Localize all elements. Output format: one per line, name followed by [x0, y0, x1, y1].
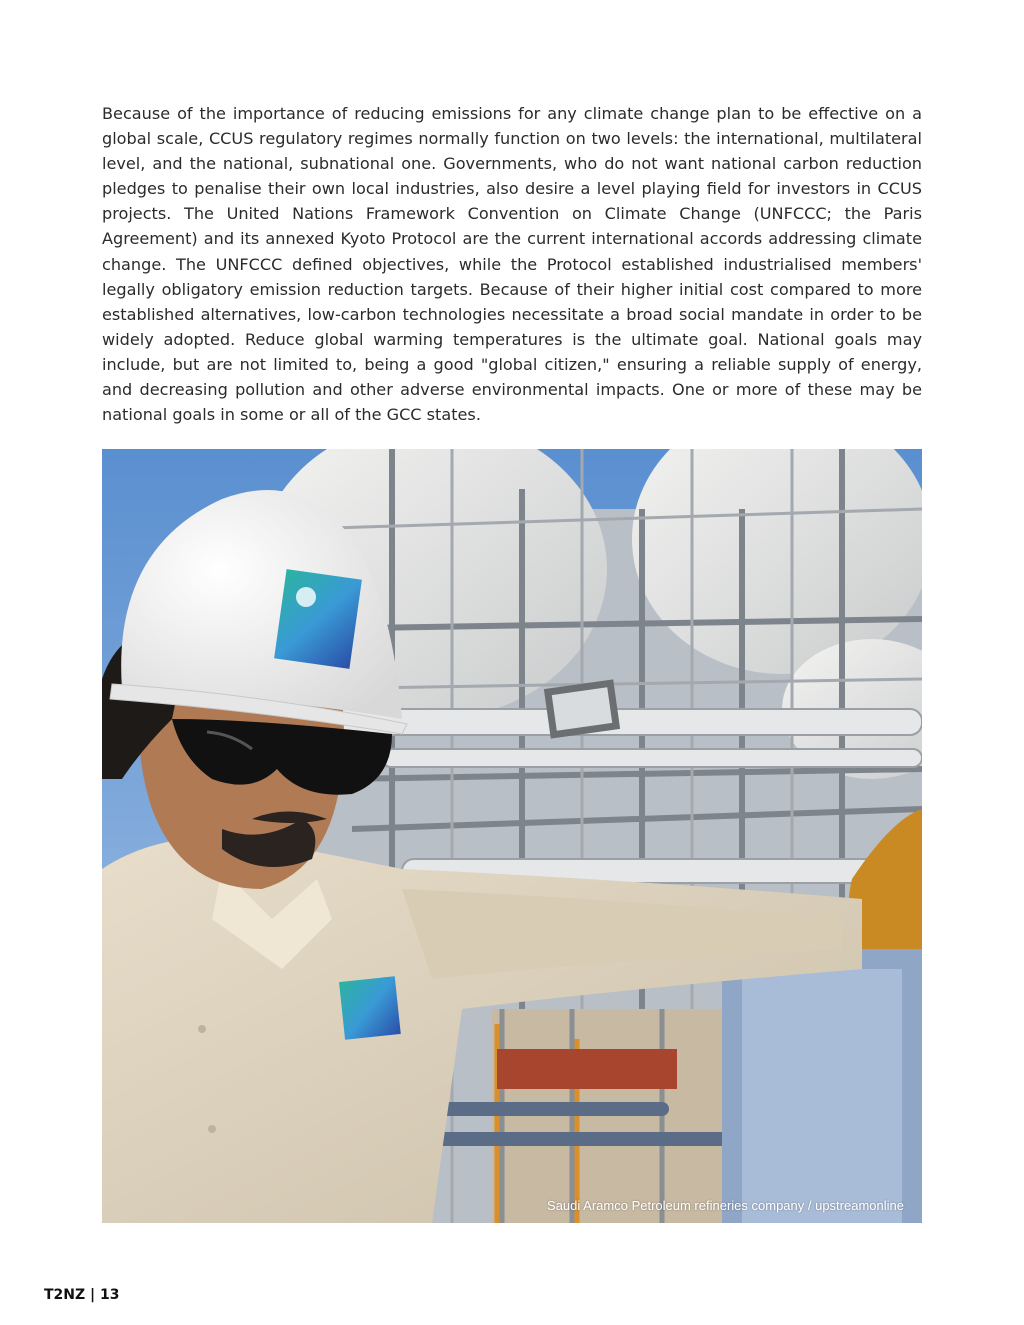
- page-footer: T2NZ | 13: [44, 1287, 120, 1303]
- photo-illustration: [102, 449, 922, 1223]
- photo-caption: Saudi Aramco Petroleum refineries company / upstreamonline: [547, 1198, 904, 1213]
- refinery-worker-photo: [102, 449, 922, 1223]
- body-paragraph: Because of the importance of reducing emissions for any climate change plan to be effective on a global scale, CCUS regulatory regimes normally function on two levels: the international, multilateral level, and the national, subnational one. Governments, who do not want national carbon reduction pledges to penalise their own local industries, also desire a level playing field for investors in CCUS projects. The United Nations Framework Convention on Climate Change (UNFCCC; the Paris Agreement) and its annexed Kyoto Protocol are the current international accords addressing climate change. The UNFCCC defined objectives, while the Protocol established industrialised members' legally obligatory emission reduction targets. Because of their higher initial cost compared to more established alternatives, low-carbon technologies necessitate a broad social mandate in order to be widely adopted. Reduce global warming temperatures is the ultimate goal. National goals may include, but are not limited to, being a good "global citizen," ensuring a reliable supply of energy, and decreasing pollution and other adverse environmental impacts. One or more of these may be national goals in some or all of the GCC states.: [102, 104, 922, 425]
